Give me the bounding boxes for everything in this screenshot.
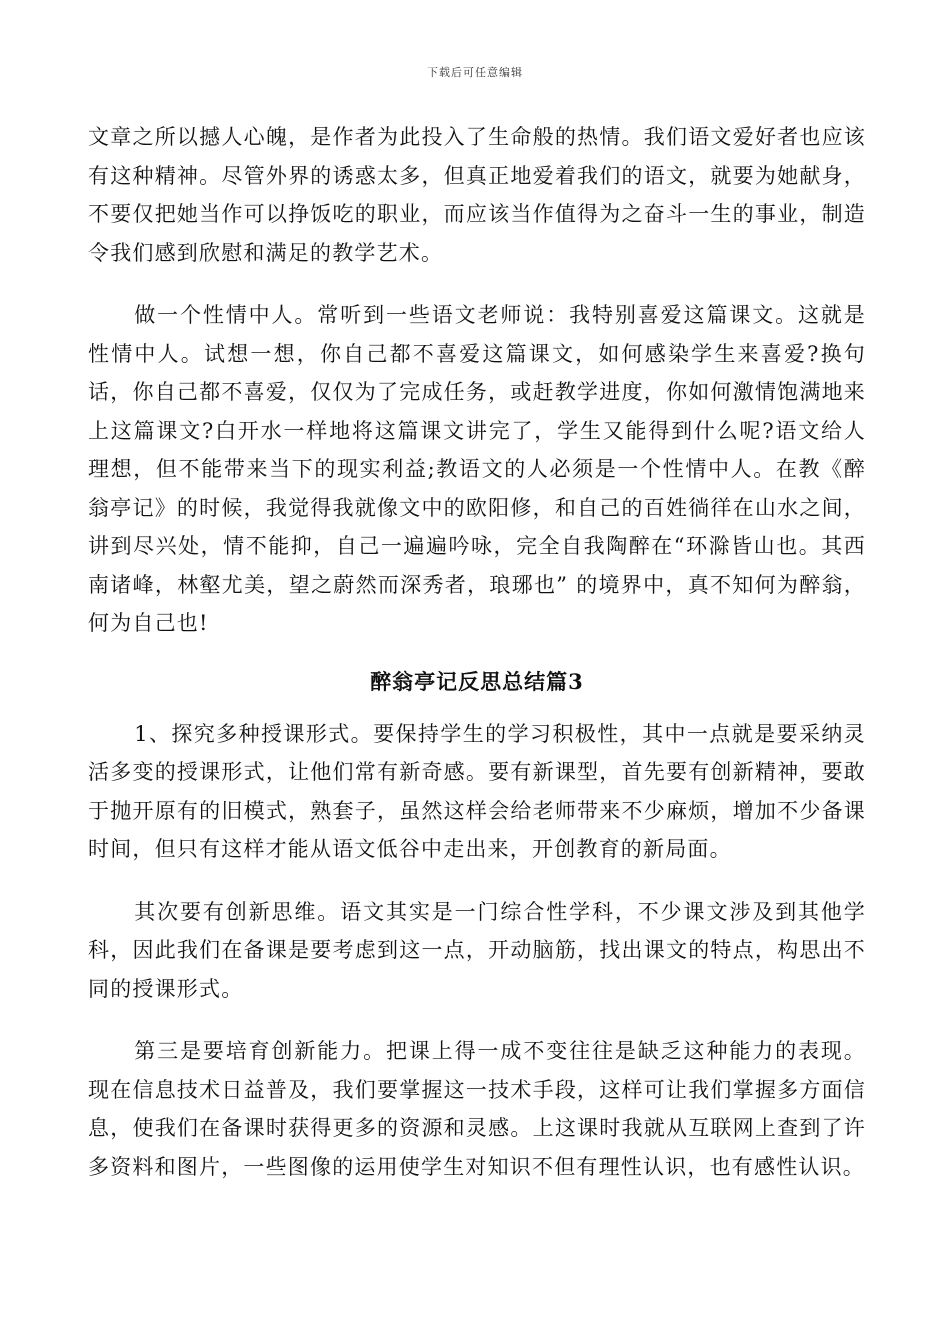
paragraph-innovative-ability: 第三是要培育创新能力。把课上得一成不变往往是缺乏这种能力的表现。现在信息技术日益普及，我们要掌握这一技术手段，这样可让我们掌握多方面信息，使我们在备课时获得更多的资源和灵感。上这课时我就从互联网上查到了许多资料和图片，一些图像的运用使学生对知识不但有理性认识，也有感性认识。 bbox=[88, 1039, 866, 1179]
page-header-note: 下载后可任意编辑 bbox=[427, 66, 523, 79]
paragraph-innovative-thinking: 其次要有创新思维。语文其实是一门综合性学科，不少课文涉及到其他学科，因此我们在备课是要考虑到这一点，开动脑筋，找出课文的特点，构思出不同的授课形式。 bbox=[88, 899, 866, 1001]
section-title: 醉翁亭记反思总结篇3 bbox=[370, 668, 584, 694]
paragraph-passion: 文章之所以撼人心魄，是作者为此投入了生命般的热情。我们语文爱好者也应该有这种精神。尽管外界的诱惑太多，但真正地爱着我们的语文，就要为她献身，不要仅把她当作可以挣饭吃的职业，而应该当作值得为之奋斗一生的事业，制造令我们感到欣慰和满足的教学艺术。 bbox=[88, 125, 866, 265]
document-body bbox=[88, 118, 866, 1210]
paragraph-temperament: 做一个性情中人。常听到一些语文老师说：我特别喜爱这篇课文。这就是性情中人。试想一想，你自己都不喜爱这篇课文，如何感染学生来喜爱?换句话，你自己都不喜爱，仅仅为了完成任务，或赶教学进度，你如何激情饱满地来上这篇课文?白开水一样地将这篇课文讲完了，学生又能得到什么呢?语文给人理想，但不能带来当下的现实利益;教语文的人必须是一个性情中人。在教《醉翁亭记》的时候，我觉得我就像文中的欧阳修，和自己的百姓徜徉在山水之间，讲到尽兴处，情不能抑，自己一遍遍吟咏，完全自我陶醉在“环滁皆山也。其西南诸峰，林壑尤美，望之蔚然而深秀者，琅琊也” 的境界中，真不知何为醉翁，何为自己也! bbox=[88, 303, 866, 635]
paragraph-teaching-forms: 1、探究多种授课形式。要保持学生的学习积极性，其中一点就是要采纳灵活多变的授课形式，让他们常有新奇感。要有新课型，首先要有创新精神，要敢于抛开原有的旧模式，熟套子，虽然这样会给老师带来不少麻烦，增加不少备课时间，但只有这样才能从语文低谷中走出来，开创教育的新局面。 bbox=[88, 721, 866, 861]
